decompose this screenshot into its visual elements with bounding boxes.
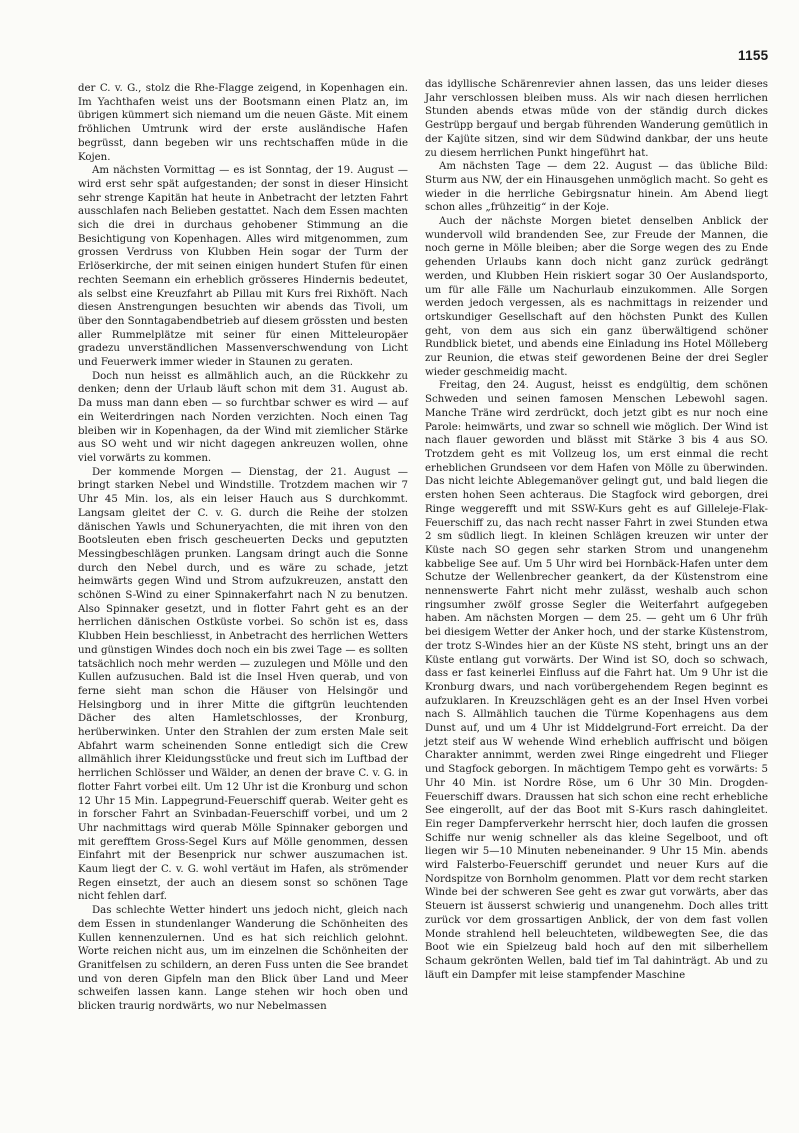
paragraph: Auch der nächste Morgen bietet denselben Anblick der wundervoll wild brandenden See, zur Freude der Mannen, die noch gerne in Mölle bleiben; aber die Sorge wegen des zu Ende gehenden Urlaubs kann doch nicht ganz zurück gedrängt werden, und Klubben Hein riskiert sogar 30 Oer Auslandsporto, um für alle Fälle um Nachurlaub einzukommen. Alle Sorgen werden jedoch vergessen, als es nachmittags in reizender und ortskundiger Gesellschaft auf den höchsten Punkt des Kullen geht, von dem aus sich ein ganz überwältigend schöner Rundblick bietet, und abends eine Einladung ins Hotel Mölleberg zur Reunion, die etwas steif gewordenen Beine der drei Segler wieder geschmeidig macht.	[425, 216, 768, 378]
paragraph: Freitag, den 24. August, heisst es endgültig, dem schönen Schweden und seinen famosen Menschen Lebewohl sagen. Manche Träne wird zerdrückt, doch jetzt gibt es nur noch eine Parole: heimwärts, und zwar so schnell wie möglich. Der Wind ist nach flauer geworden und blässt mit Stärke 3 bis 4 aus SO. Trotzdem geht es mit Vollzeug los, um erst einmal die recht erheblichen Grundseen vor dem Hafen von Mölle zu überwinden. Das nicht leichte Ablegemanöver gelingt gut, und bald liegen die ersten hohen Seen achteraus. Die Stagfock wird geborgen, drei Ringe weggerefft und mit SSW-Kurs geht es auf Gilleleje-Flak-Feuerschiff zu, das nach recht nasser Fahrt in zwei Stunden etwa 2 sm südlich liegt. In kleinen Schlägen kreuzen wir unter der Küste nach SO gegen sehr starken Strom und unangenehm kabbelige See auf. Um 5 Uhr wird bei Hornbäck-Hafen unter dem Schutze der Wellenbrecher geankert, da der Küstenstrom eine nennenswerte Fahrt nicht mehr zulässt, weshalb auch schon ringsumher zwölf grosse Segler die Weiterfahrt aufgegeben haben. Am nächsten Morgen — dem 25. — geht um 6 Uhr früh bei diesigem Wetter der Anker hoch, und der starke Küstenstrom, der trotz S-Windes hier an der Küste NS steht, bringt uns an der Küste entlang gut vorwärts. Der Wind ist SO, doch so schwach, dass er fast keinerlei Einfluss auf die Fahrt hat. Um 9 Uhr ist die Kronburg dwars, und nach vorübergehendem Regen beginnt es aufzuklaren. In Kreuzschlägen geht es an der Insel Hven vorbei nach S. Allmählich tauchen die Türme Kopenhagens aus dem Dunst auf, und um 4 Uhr ist Middelgrund-Fort erreicht. Da der jetzt steif aus W wehende Wind erheblich auffrischt und böigen Charakter annimmt, werden zwei Ringe eingedreht und Flieger und Stagfock geborgen. In mächtigem Tempo geht es vorwärts: 5 Uhr 40 Min. ist Nordre Röse, um 6 Uhr 30 Min. Drogden-Feuerschiff dwars. Draussen hat sich schon eine recht erhebliche See eingerollt, auf der das Boot mit S-Kurs rasch dahingleitet. Ein reger Dampferverkehr herrscht hier, doch laufen die grossen Schiffe nur wenig schneller als das kleine Segelboot, und oft liegen wir 5—10 Minuten nebeneinander. 9 Uhr 15 Min. abends wird Falsterbo-Feuerschiff gerundet und neuer Kurs auf die Nordspitze von Bornholm genommen. Platt vor dem recht starken Winde bei der schweren See geht es zwar gut vorwärts, aber das Steuern ist äusserst schwierig und unangenehm. Doch alles tritt zurück vor dem grossartigen Anblick, der von dem fast vollen Monde strahlend hell beleuchteten, wildbewegten See, die das Boot wie ein Spielzeug bald hoch auf den mit silberhellem Schaum gekrönten Wellen, bald tief im Tal dahinträgt. Ab und zu läuft ein Dampfer mit leise stampfender Maschine	[425, 380, 768, 981]
page-number: 1155	[738, 48, 769, 63]
paragraph: Der kommende Morgen — Dienstag, der 21. August — bringt starken Nebel und Windstille. Trotzdem machen wir 7 Uhr 45 Min. los, als ein leiser Hauch aus S durchkommt. Langsam gleitet der C. v. G. durch die Reihe der stolzen dänischen Yawls und Schuneryachten, die mit ihren von den Bootsleuten eben frisch gescheuerten Decks und geputzten Messingbeschlägen prunken. Langsam dringt auch die Sonne durch den Nebel durch, und es wäre zu schade, jetzt heimwärts gegen Wind und Strom aufzukreuzen, anstatt den schönen S-Wind zu einer Spinnakerfahrt nach N zu benutzen. Also Spinnaker gesetzt, und in flotter Fahrt geht es an der herrlichen dänischen Ostküste vorbei. So schön ist es, dass Klubben Hein beschliesst, in Anbetracht des herrlichen Wetters und günstigen Windes doch noch ein bis zwei Tage — es sollten tatsächlich noch mehr werden — zuzulegen und Mölle und den Kullen aufzusuchen. Bald ist die Insel Hven querab, und von ferne sieht man schon die Häuser von Helsingör und Helsingborg und in ihrer Mitte die giftgrün leuchtenden Dächer des alten Hamletschlosses, der Kronburg, herüberwinken. Unter den Strahlen der zum ersten Male seit Abfahrt warm scheinenden Sonne entledigt sich die Crew allmählich ihrer Kleidungsstücke und freut sich im Luftbad der herrlichen Schlösser und Wälder, an denen der brave C. v. G. in flotter Fahrt vorbei eilt. Um 12 Uhr ist die Kronburg und schon 12 Uhr 15 Min. Lappegrund-Feuerschiff querab. Weiter geht es in forscher Fahrt an Svinbadan-Feuerschiff vorbei, und um 2 Uhr nachmittags wird querab Mölle Spinnaker geborgen und mit gerefftem Gross-Segel Kurs auf Mölle genommen, dessen Einfahrt mit der Besenprick nur schwer auszumachen ist. Kaum liegt der C. v. G. wohl vertäut im Hafen, als strömender Regen einsetzt, der auch an diesem sonst so schönen Tage nicht fehlen darf.	[78, 466, 408, 903]
right-column	[425, 78, 768, 982]
paragraph: Das schlechte Wetter hindert uns jedoch nicht, gleich nach dem Essen in stundenlanger Wanderung die Schönheiten des Kullen kennenzulernen. Und es hat sich reichlich gelohnt. Worte reichen nicht aus, um im einzelnen die Schönheiten der Granitfelsen zu schildern, an deren Fuss unten die See brandet und von deren Gipfeln man den Blick über Land und Meer schweifen lassen kann. Lange stehen wir hoch oben und blicken traurig nordwärts, wo nur Nebelmassen	[78, 905, 408, 1013]
left-column	[78, 82, 408, 1014]
paragraph: der C. v. G., stolz die Rhe-Flagge zeigend, in Kopenhagen ein. Im Yachthafen weist uns der Bootsmann einen Platz an, im übrigen kümmert sich niemand um die neuen Gäste. Mit einem fröhlichen Umtrunk wird der erste ausländische Hafen begrüsst, dann begeben wir uns rechtschaffen müde in die Kojen.	[78, 83, 408, 163]
paragraph: Doch nun heisst es allmählich auch, an die Rückkehr zu denken; denn der Urlaub läuft schon mit dem 31. August ab. Da muss man dann eben — so furchtbar schwer es wird — auf ein Weiterdringen nach Norden verzichten. Noch einen Tag bleiben wir in Kopenhagen, da der Wind mit ziemlicher Stärke aus SO weht und wir nicht dagegen ankreuzen wollen, ohne viel vorwärts zu kommen.	[78, 370, 408, 464]
paragraph: Am nächsten Vormittag — es ist Sonntag, der 19. August — wird erst sehr spät aufgestanden; der sonst in dieser Hinsicht sehr strenge Kapitän hat heute in Anbetracht der letzten Fahrt ausschlafen nach Belieben gestattet. Nach dem Essen machten sich die drei in durchaus gehobener Stimmung an die Besichtigung von Kopenhagen. Alles wird mitgenommen, zum grossen Verdruss von Klubben Hein sogar der Turm der Erlöserkirche, der mit seinen einigen hundert Stufen für einen rechten Seemann ein erheblich grösseres Hindernis bedeutet, als selbst eine Kreuzfahrt ab Pillau mit Kurs frei Rixhöft. Nach diesen Anstrengungen besuchten wir abends das Tivoli, um über den Sonntagabendbetrieb auf diesem grössten und besten aller Rummelplätze mit seiner für einen Mitteleuropäer gradezu unverständlichen Massenverschwendung von Licht und Feuerwerk immer wieder in Staunen zu geraten.	[78, 165, 408, 369]
paragraph: das idyllische Schärenrevier ahnen lassen, das uns leider dieses Jahr verschlossen bleiben muss. Als wir nach diesen herrlichen Stunden abends etwas müde von der ständig durch dickes Gestrüpp bergauf und bergab führenden Wanderung gemütlich in der Kajüte sitzen, sind wir dem Südwind dankbar, der uns heute zu diesem herrlichen Punkt hingeführt hat.	[425, 79, 768, 159]
paragraph: Am nächsten Tage — dem 22. August — das übliche Bild: Sturm aus NW, der ein Hinausgehen unmöglich macht. So geht es wieder in die herrliche Gebirgsnatur hinein. Am Abend liegt schon alles „frühzeitig“ in der Koje.	[425, 161, 768, 214]
